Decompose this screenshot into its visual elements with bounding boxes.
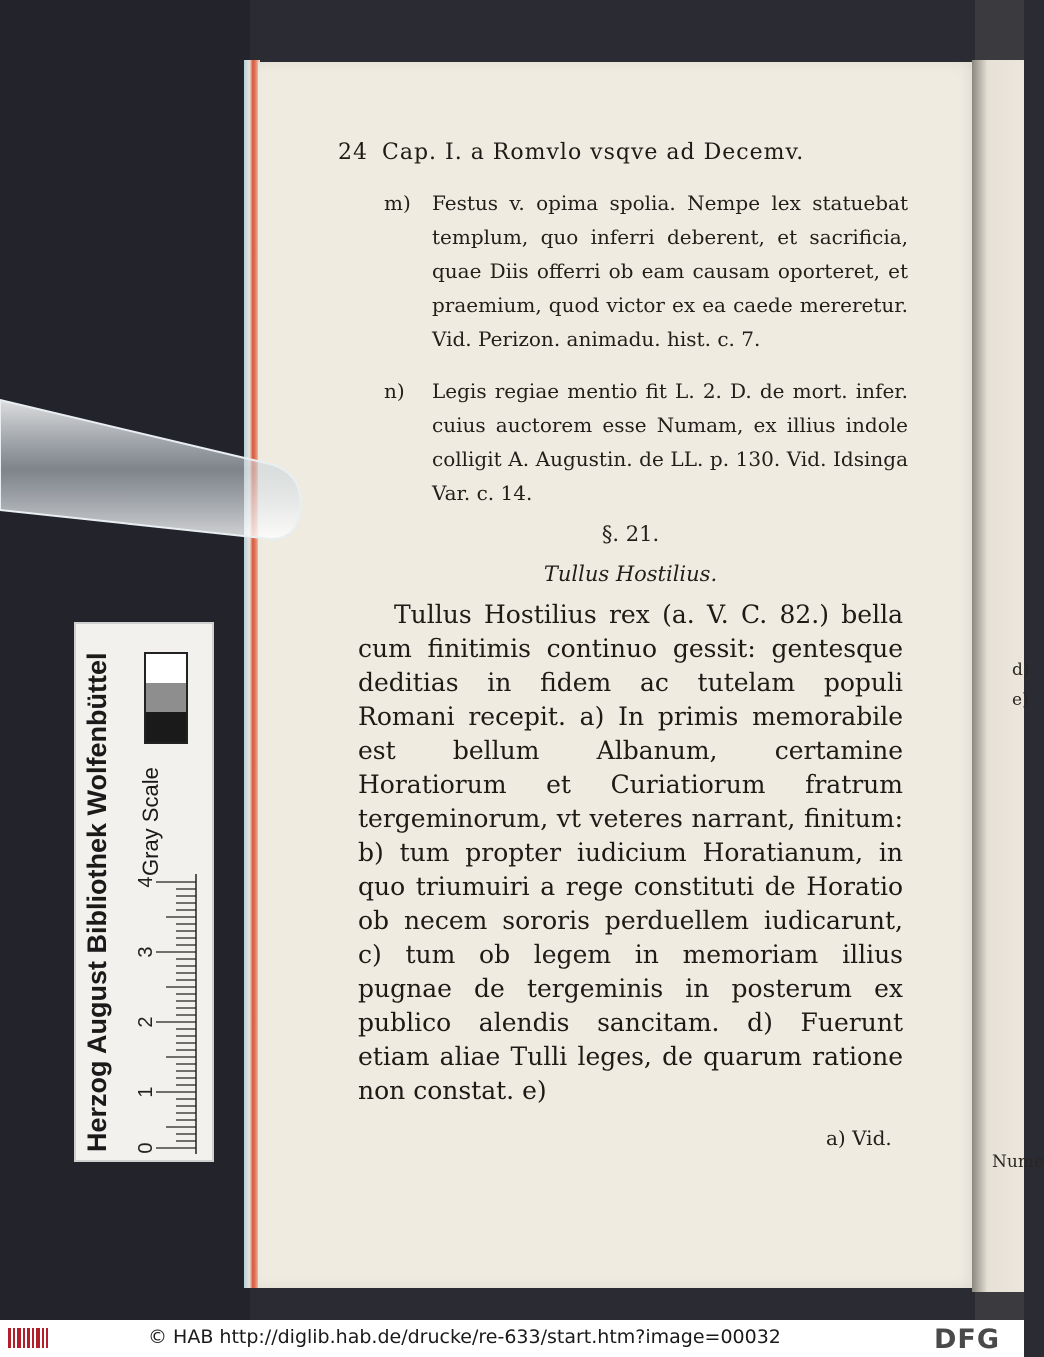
footnote-label: n) (384, 379, 405, 403)
ruler-label-3: 3 (135, 946, 157, 958)
library-name: Herzog August Bibliothek Wolfenbüttel (82, 652, 112, 1152)
footnote-text: Festus v. opima spolia. Nempe lex statuebat templum, quo inferri deberent, et sacrificia, quae Diis offerri ob eam causam oporteret, et praemium, quod victor ex ea caede mereretur. Vid. Perizon. animadu. hist. c. 7. (432, 191, 908, 351)
barcode-icon (8, 1326, 48, 1350)
footnote-label: m) (384, 191, 411, 215)
running-header (338, 140, 804, 165)
next-page-note-d: d) (1012, 660, 1030, 680)
gray-scale-card (74, 622, 214, 1162)
main-paragraph: Tullus Hostilius rex (a. V. C. 82.) bella cum finitimis continuo gessit: gentesque deditias in fidem ac tutelam populi Romani recepit. a) In primis memorabile est bellum Albanum, certamine Horatiorum et Curiatiorum fratrum tergeminorum, vt veteres narrant, finitum: b) tum propter iudicium Horatianum, in quo triumuiri a rege constituti de Horatio ob necem sororis perduellem iudicarunt, c) tum ob legem in memoriam illius pugnae de tergeminis in posterum ex publico alendis sancitam. d) Fuerunt etiam aliae Tulli leges, de quarum ratione non constat. e) (358, 600, 903, 1105)
ruler-label-1: 1 (135, 1086, 157, 1098)
catchword: a) Vid. (826, 1126, 892, 1150)
footnote-n (384, 374, 908, 510)
ruler-label-2: 2 (135, 1016, 157, 1028)
gray-swatches (144, 652, 188, 744)
footnote-text: Legis regiae mentio fit L. 2. D. de mort. infer. cuius auctorem esse Numam, ex illius indole colligit A. Augustin. de LL. p. 130. Vid. Idsinga Var. c. 14. (432, 379, 908, 505)
ruler (134, 874, 204, 1154)
section-number: §. 21. (601, 522, 660, 546)
next-page-word: Nume (992, 1152, 1044, 1172)
running-title: Cap. I. a Romvlo vsqve ad Decemv. (382, 140, 805, 165)
glass-rod (0, 392, 305, 552)
dfg-logo: DFG (934, 1324, 1001, 1355)
footer-bar (0, 1320, 1024, 1357)
page-number: 24 (338, 140, 368, 165)
footnote-m (384, 186, 908, 356)
main-text (358, 598, 903, 1108)
ruler-label-0: 0 (135, 1142, 157, 1154)
next-page-fragment (972, 60, 1044, 1292)
next-page-note-e: e) (1012, 690, 1029, 710)
footer-credit: © HAB http://diglib.hab.de/drucke/re-633/start.htm?image=00032 (148, 1326, 781, 1348)
section-title: Tullus Hostilius. (543, 562, 718, 586)
gray-scale-label: Gray Scale (138, 767, 163, 876)
ruler-label-4: 4 (135, 876, 157, 888)
